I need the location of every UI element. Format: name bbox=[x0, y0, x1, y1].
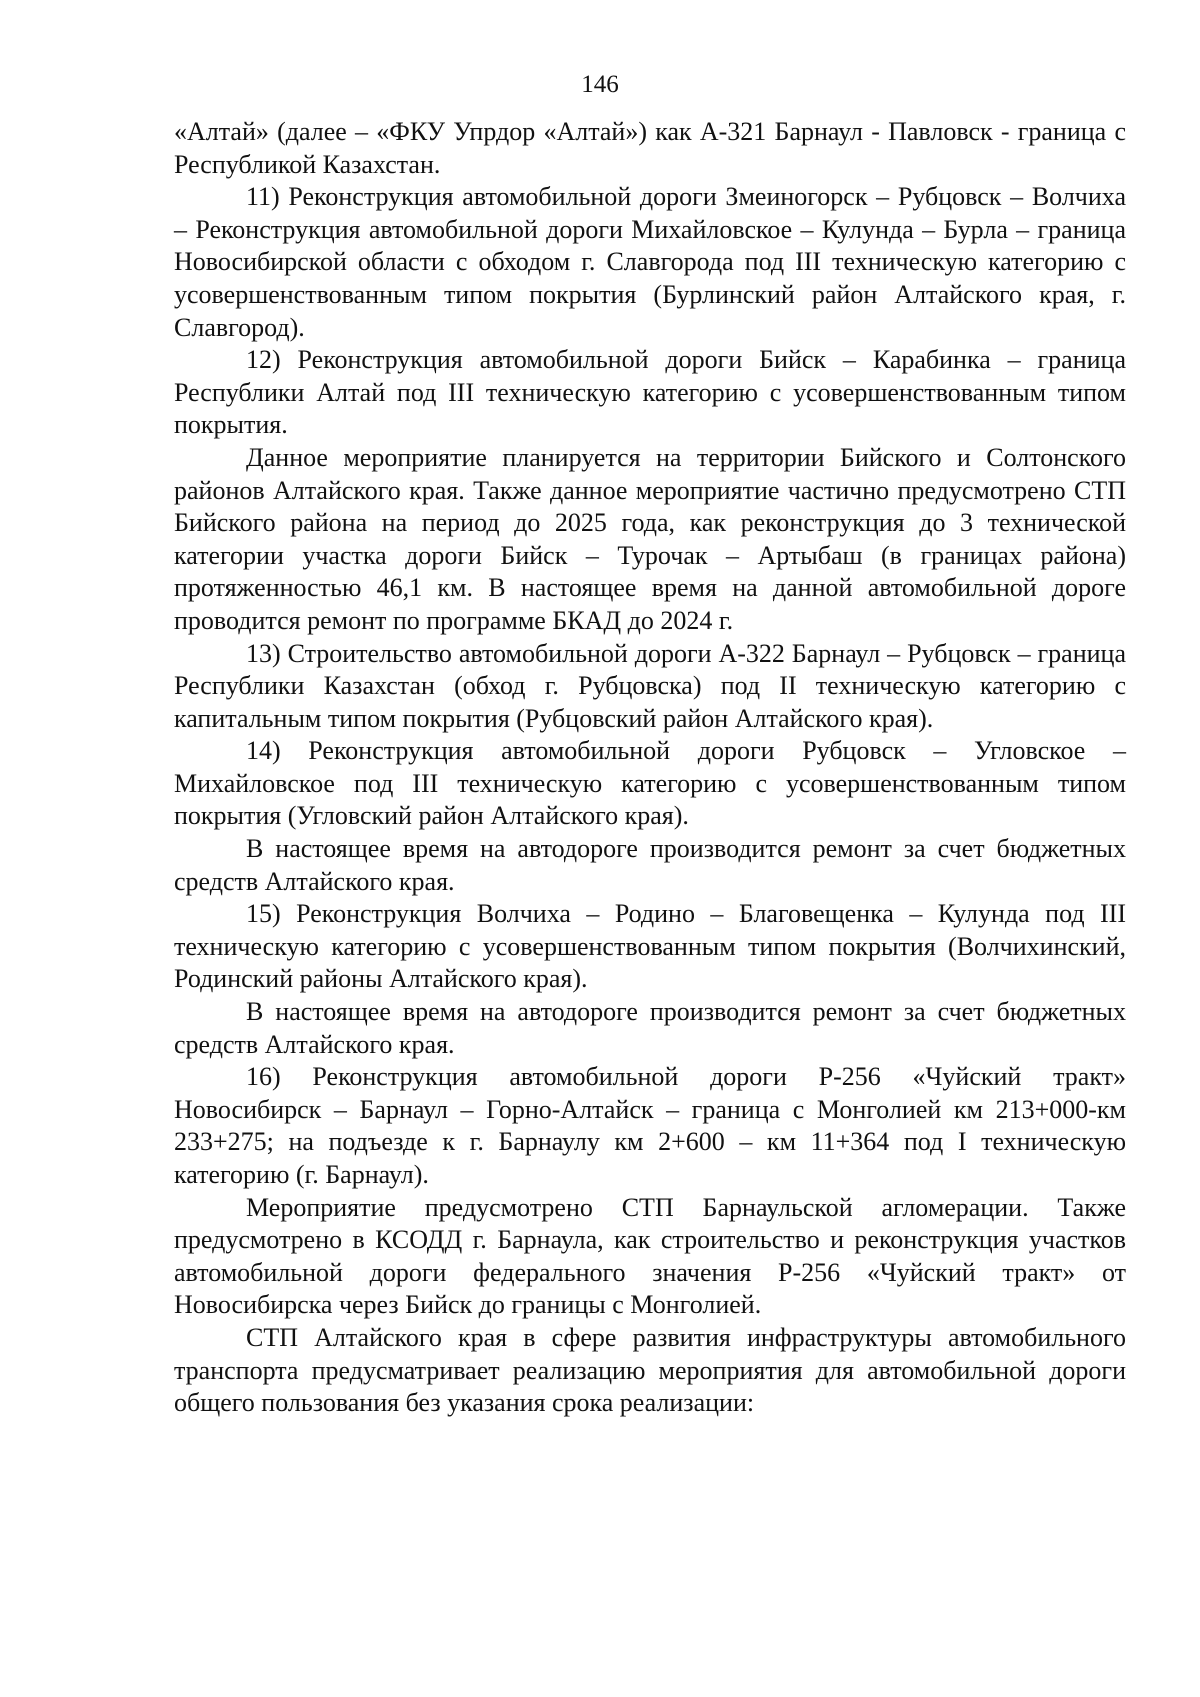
paragraph-item-16: 16) Реконструкция автомобильной дороги Р-256 «Чуйский тракт» Новосибирск – Барнаул – Горно-Алтайск – граница с Монголией км 213+000-км 233+275; на подъезде к г. Барнаулу км 2+600 – км 11+364 под I техническую категорию (г. Барнаул). bbox=[174, 1062, 1126, 1189]
page-number: 146 bbox=[581, 71, 619, 98]
paragraph-continuation: «Алтай» (далее – «ФКУ Упрдор «Алтай») как А-321 Барнаул - Павловск - граница с Республикой Казахстан. bbox=[174, 117, 1126, 179]
paragraph-conclusion: СТП Алтайского края в сфере развития инфраструктуры автомобильного транспорта предусматривает реализацию мероприятия для автомобильной дороги общего пользования без указания срока реализации: bbox=[174, 1322, 1126, 1418]
paragraph-repair-note-1: В настоящее время на автодороге производится ремонт за счет бюджетных средств Алтайского края. bbox=[174, 834, 1126, 896]
paragraph-item-12: 12) Реконструкция автомобильной дороги Бийск – Карабинка – граница Республики Алтай под III техническую категорию с усовершенствованным типом покрытия. bbox=[174, 345, 1126, 440]
paragraph-item-13: 13) Строительство автомобильной дороги А-322 Барнаул – Рубцовск – граница Республики Казахстан (обход г. Рубцовска) под II техническую категорию с капитальным типом покрытия (Рубцовский район Алтайского края). bbox=[174, 638, 1126, 733]
paragraph-biysk-note: Данное мероприятие планируется на территории Бийского и Солтонского районов Алтайского края. Также данное мероприятие частично предусмотрено СТП Бийского района на период до 2025 года, как реконструкция до 3 технической категории участка дороги Бийск – Турочак – Артыбаш (в границах района) протяженностью 46,1 км. В настоящее время на данной автомобильной дороге проводится ремонт по программе БКАД до 2024 г. bbox=[174, 442, 1126, 635]
paragraph-item-11: 11) Реконструкция автомобильной дороги Змеиногорск – Рубцовск – Волчиха – Реконструкция автомобильной дороги Михайловское – Кулунда – Бурла – граница Новосибирской области с обходом г. Славгорода под III техническую категорию с усовершенствованным типом покрытия (Бурлинский район Алтайского края, г. Славгород). bbox=[174, 182, 1126, 342]
document-body bbox=[174, 116, 1126, 1420]
paragraph-item-14: 14) Реконструкция автомобильной дороги Рубцовск – Угловское – Михайловское под III техническую категорию с усовершенствованным типом покрытия (Угловский район Алтайского края). bbox=[174, 736, 1126, 831]
paragraph-repair-note-2: В настоящее время на автодороге производится ремонт за счет бюджетных средств Алтайского края. bbox=[174, 997, 1126, 1059]
paragraph-item-15: 15) Реконструкция Волчиха – Родино – Благовещенка – Кулунда под III техническую категорию с усовершенствованным типом покрытия (Волчихинский, Родинский районы Алтайского края). bbox=[174, 899, 1126, 994]
paragraph-barnaul-note: Мероприятие предусмотрено СТП Барнаульской агломерации. Также предусмотрено в КСОДД г. Барнаула, как строительство и реконструкция участков автомобильной дороги федерального значения Р-256 «Чуйский тракт» от Новосибирска через Бийск до границы с Монголией. bbox=[174, 1192, 1126, 1320]
